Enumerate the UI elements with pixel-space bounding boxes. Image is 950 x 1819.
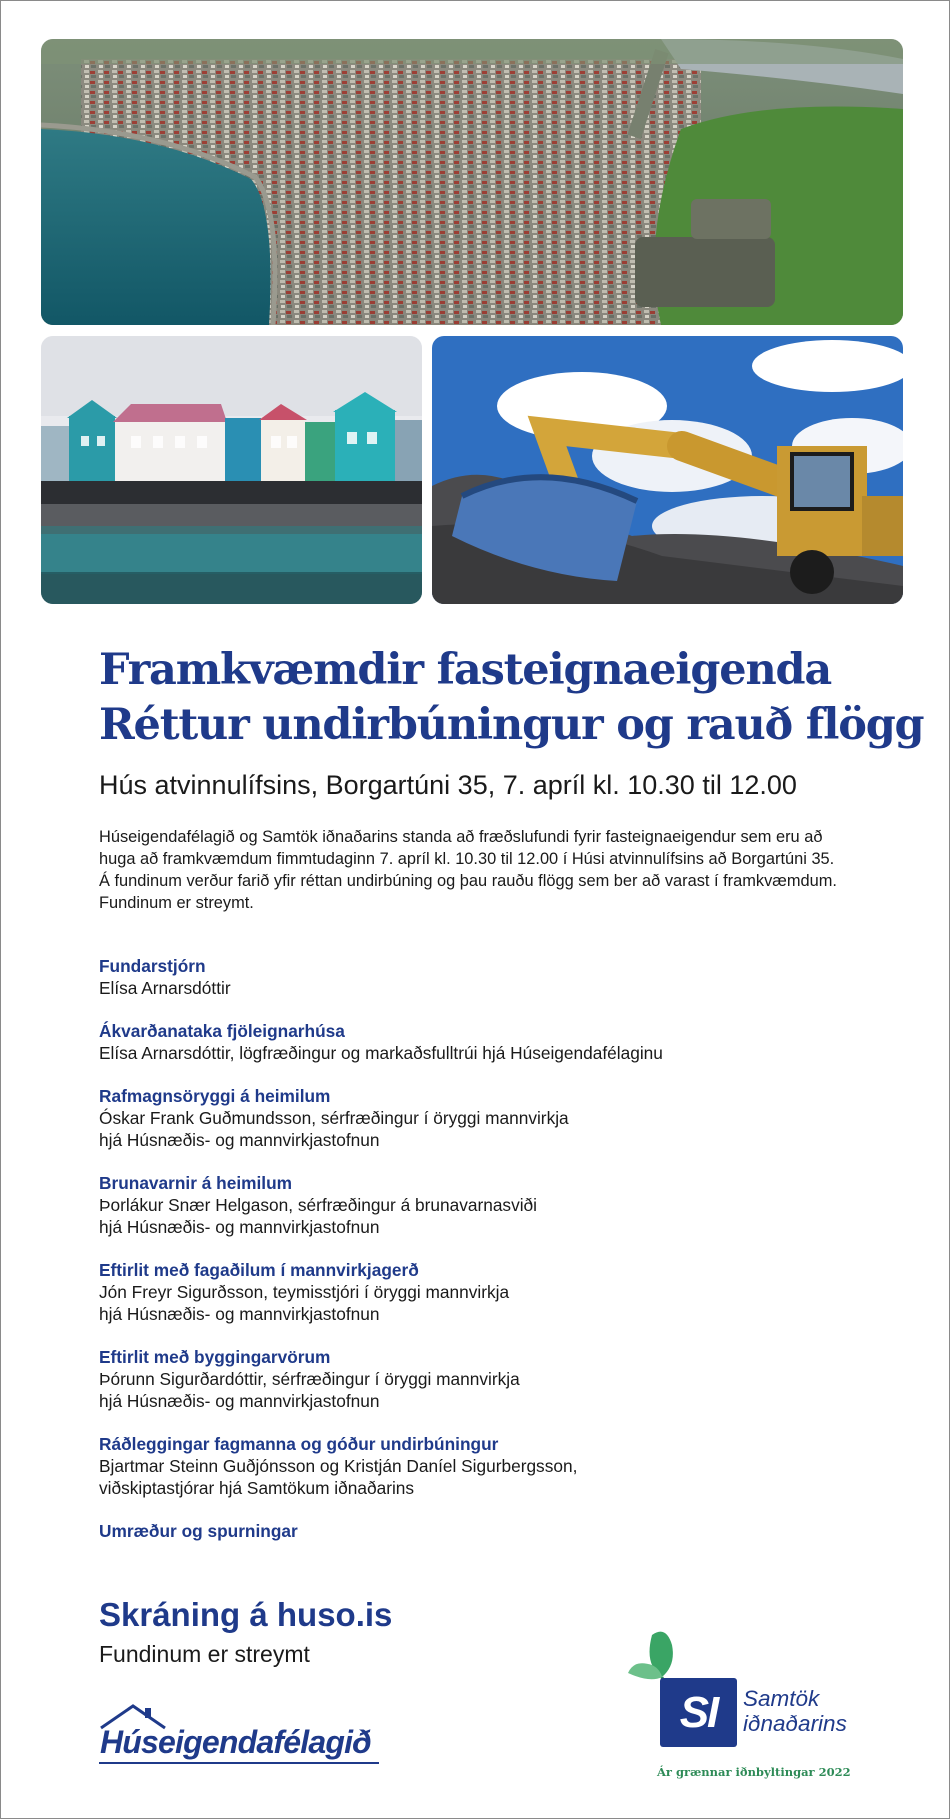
samtok-idnadarins-logo (622, 1625, 882, 1785)
agenda-item-speaker: Óskar Frank Guðmundsson, sérfræðingur í öryggi mannvirkja (99, 1108, 569, 1128)
agenda-item-heading: Umræður og spurningar (99, 1521, 298, 1541)
agenda-item-speaker: Þórunn Sigurðardóttir, sérfræðingur í öryggi mannvirkja (99, 1369, 520, 1389)
agenda-item-speaker: Elísa Arnarsdóttir (99, 978, 231, 998)
agenda-item-heading: Ákvarðanataka fjöleignarhúsa (99, 1021, 345, 1041)
agenda-item-speaker: hjá Húsnæðis- og mannvirkjastofnun (99, 1217, 380, 1237)
agenda-item-heading: Rafmagnsöryggi á heimilum (99, 1086, 331, 1106)
agenda-item-speaker: hjá Húsnæðis- og mannvirkjastofnun (99, 1130, 380, 1150)
si-name-line-2: iðnaðarins (743, 1711, 847, 1736)
si-name (743, 1686, 847, 1736)
agenda-item-heading: Eftirlit með byggingarvörum (99, 1347, 331, 1367)
waterfront-houses-photo (41, 336, 422, 604)
agenda-item-speaker: hjá Húsnæðis- og mannvirkjastofnun (99, 1304, 380, 1324)
huseigenda-wordmark: Húseigendafélagið (100, 1724, 371, 1760)
si-tagline: Ár grænnar iðnbyltingar 2022 (657, 1765, 851, 1779)
agenda-item-speaker: Bjartmar Steinn Guðjónsson og Kristján Daníel Sigurbergsson, (99, 1456, 578, 1476)
aerial-city-photo (41, 39, 903, 325)
huseigendafelagid-logo (97, 1702, 387, 1770)
stream-note: Fundinum er streymt (99, 1641, 310, 1667)
agenda-item (99, 1085, 859, 1151)
event-location-time: Hús atvinnulífsins, Borgartúni 35, 7. apríl kl. 10.30 til 12.00 (99, 770, 797, 800)
wordmark-underline (99, 1762, 379, 1764)
agenda-item (99, 1259, 859, 1325)
agenda-item-heading: Eftirlit með fagaðilum í mannvirkjagerð (99, 1260, 419, 1280)
headline-line-1: Framkvæmdir fasteignaeigenda (99, 645, 832, 695)
excavator-photo (432, 336, 903, 604)
agenda-item (99, 1020, 859, 1064)
agenda-item-heading: Brunavarnir á heimilum (99, 1173, 293, 1193)
agenda-list (99, 955, 859, 1563)
si-name-line-1: Samtök (743, 1686, 820, 1711)
headline-line-2: Réttur undirbúningur og rauð flögg (99, 700, 924, 750)
agenda-item-speaker: Jón Freyr Sigurðsson, teymisstjóri í öryggi mannvirkja (99, 1282, 510, 1302)
agenda-item (99, 1520, 859, 1542)
agenda-item-speaker: viðskiptastjórar hjá Samtökum iðnaðarins (99, 1478, 415, 1498)
agenda-item-speaker: hjá Húsnæðis- og mannvirkjastofnun (99, 1391, 380, 1411)
registration-title: Skráning á huso.is (99, 1596, 393, 1633)
agenda-item (99, 1433, 859, 1499)
agenda-item (99, 1346, 859, 1412)
agenda-item-speaker: Þorlákur Snær Helgason, sérfræðingur á brunavarnasviði (99, 1195, 538, 1215)
agenda-item-heading: Fundarstjórn (99, 956, 206, 976)
agenda-item-speaker: Elísa Arnarsdóttir, lögfræðingur og markaðsfulltrúi hjá Húseigendafélaginu (99, 1043, 663, 1063)
intro-paragraph: Húseigendafélagið og Samtök iðnaðarins standa að fræðslufundi fyrir fasteignaeigendur sem eru að huga að framkvæmdum fimmtudaginn 7. apríl kl. 10.30 til 12.00 í Húsi atvinnulífsins að Borgartúni 35. Á fundinum verður farið yfir réttan undirbúning og þau rauðu flögg sem ber að varast í framkvæmdum. Fundinum er streymt. (99, 828, 837, 912)
agenda-item (99, 1172, 859, 1238)
agenda-item-heading: Ráðleggingar fagmanna og góður undirbúningur (99, 1434, 499, 1454)
agenda-item (99, 955, 859, 999)
si-mark: SI (660, 1678, 737, 1747)
